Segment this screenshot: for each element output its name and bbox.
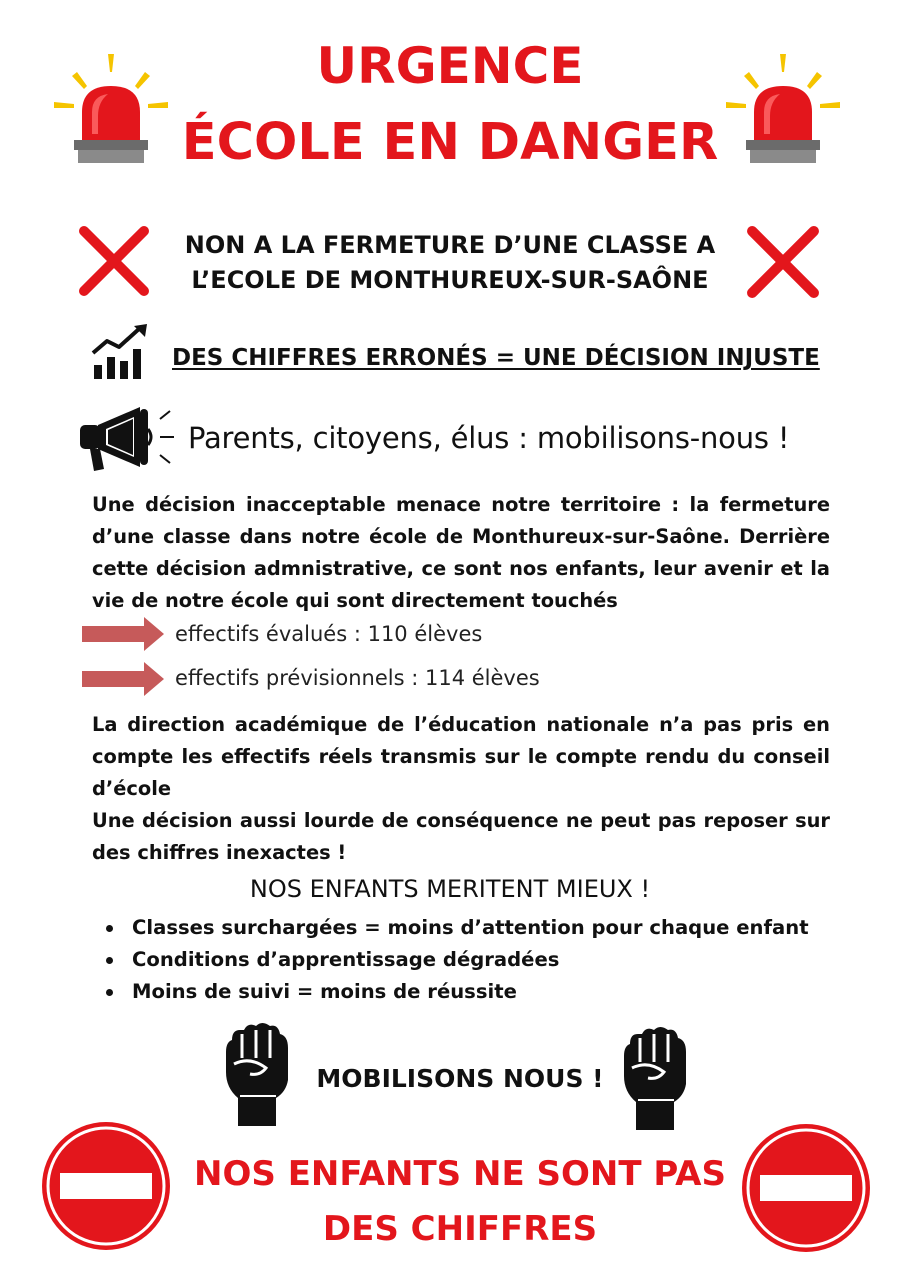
list-item: Moins de suivi = moins de réussite xyxy=(104,976,844,1008)
footer-slogan-line-1: NOS ENFANTS NE SONT PAS xyxy=(194,1154,726,1194)
arrow-right-icon xyxy=(82,662,164,696)
growth-chart-icon xyxy=(90,323,150,381)
no-entry-icon xyxy=(740,1122,872,1254)
list-item: Classes surchargées = moins d’attention pour chaque enfant xyxy=(104,912,844,944)
cross-icon xyxy=(78,225,150,297)
closure-statement xyxy=(160,228,740,298)
figure-evalues: effectifs évalués : 110 élèves xyxy=(175,622,483,646)
call-to-action: Parents, citoyens, élus : mobilisons-nous ! xyxy=(188,421,790,455)
subheading-chiffres: DES CHIFFRES ERRONÉS = UNE DÉCISION INJUSTE xyxy=(172,345,820,371)
direction-paragraph-line-2: Une décision aussi lourde de conséquence ne peut pas reposer sur des chiffres inexactes ! xyxy=(92,809,830,864)
title-urgence: URGENCE xyxy=(316,37,584,95)
footer-slogan-line-2: DES CHIFFRES xyxy=(322,1209,598,1249)
closure-line-2: L’ECOLE DE MONTHUREUX-SUR-SAÔNE xyxy=(191,266,709,294)
no-entry-icon xyxy=(40,1120,172,1252)
figure-previsionnels: effectifs prévisionnels : 114 élèves xyxy=(175,666,540,690)
direction-paragraph xyxy=(92,709,830,869)
closure-line-1: NON A LA FERMETURE D’UNE CLASSE A xyxy=(184,231,716,259)
list-item: Conditions d’apprentissage dégradées xyxy=(104,944,844,976)
title-ecole-en-danger: ÉCOLE EN DANGER xyxy=(181,113,719,172)
direction-paragraph-line-1: La direction académique de l’éducation nationale n’a pas pris en compte les effectifs réels transmis sur le compte rendu du conseil d’école xyxy=(92,713,830,800)
raised-fist-icon xyxy=(618,1022,694,1132)
consequences-list xyxy=(104,912,844,1008)
megaphone-icon xyxy=(78,405,176,475)
enfants-heading: NOS ENFANTS MERITENT MIEUX ! xyxy=(249,875,651,903)
arrow-right-icon xyxy=(82,617,164,651)
intro-paragraph: Une décision inacceptable menace notre territoire : la fermeture d’une classe dans notre école de Monthureux-sur-Saône. Derrière cette décision admnistrative, ce sont nos enfants, leur avenir et la vie de notre école qui sont directement touchés xyxy=(92,493,830,612)
mobilize-slogan: MOBILISONS NOUS ! xyxy=(316,1064,604,1093)
raised-fist-icon xyxy=(220,1018,296,1128)
cross-icon xyxy=(746,225,820,299)
